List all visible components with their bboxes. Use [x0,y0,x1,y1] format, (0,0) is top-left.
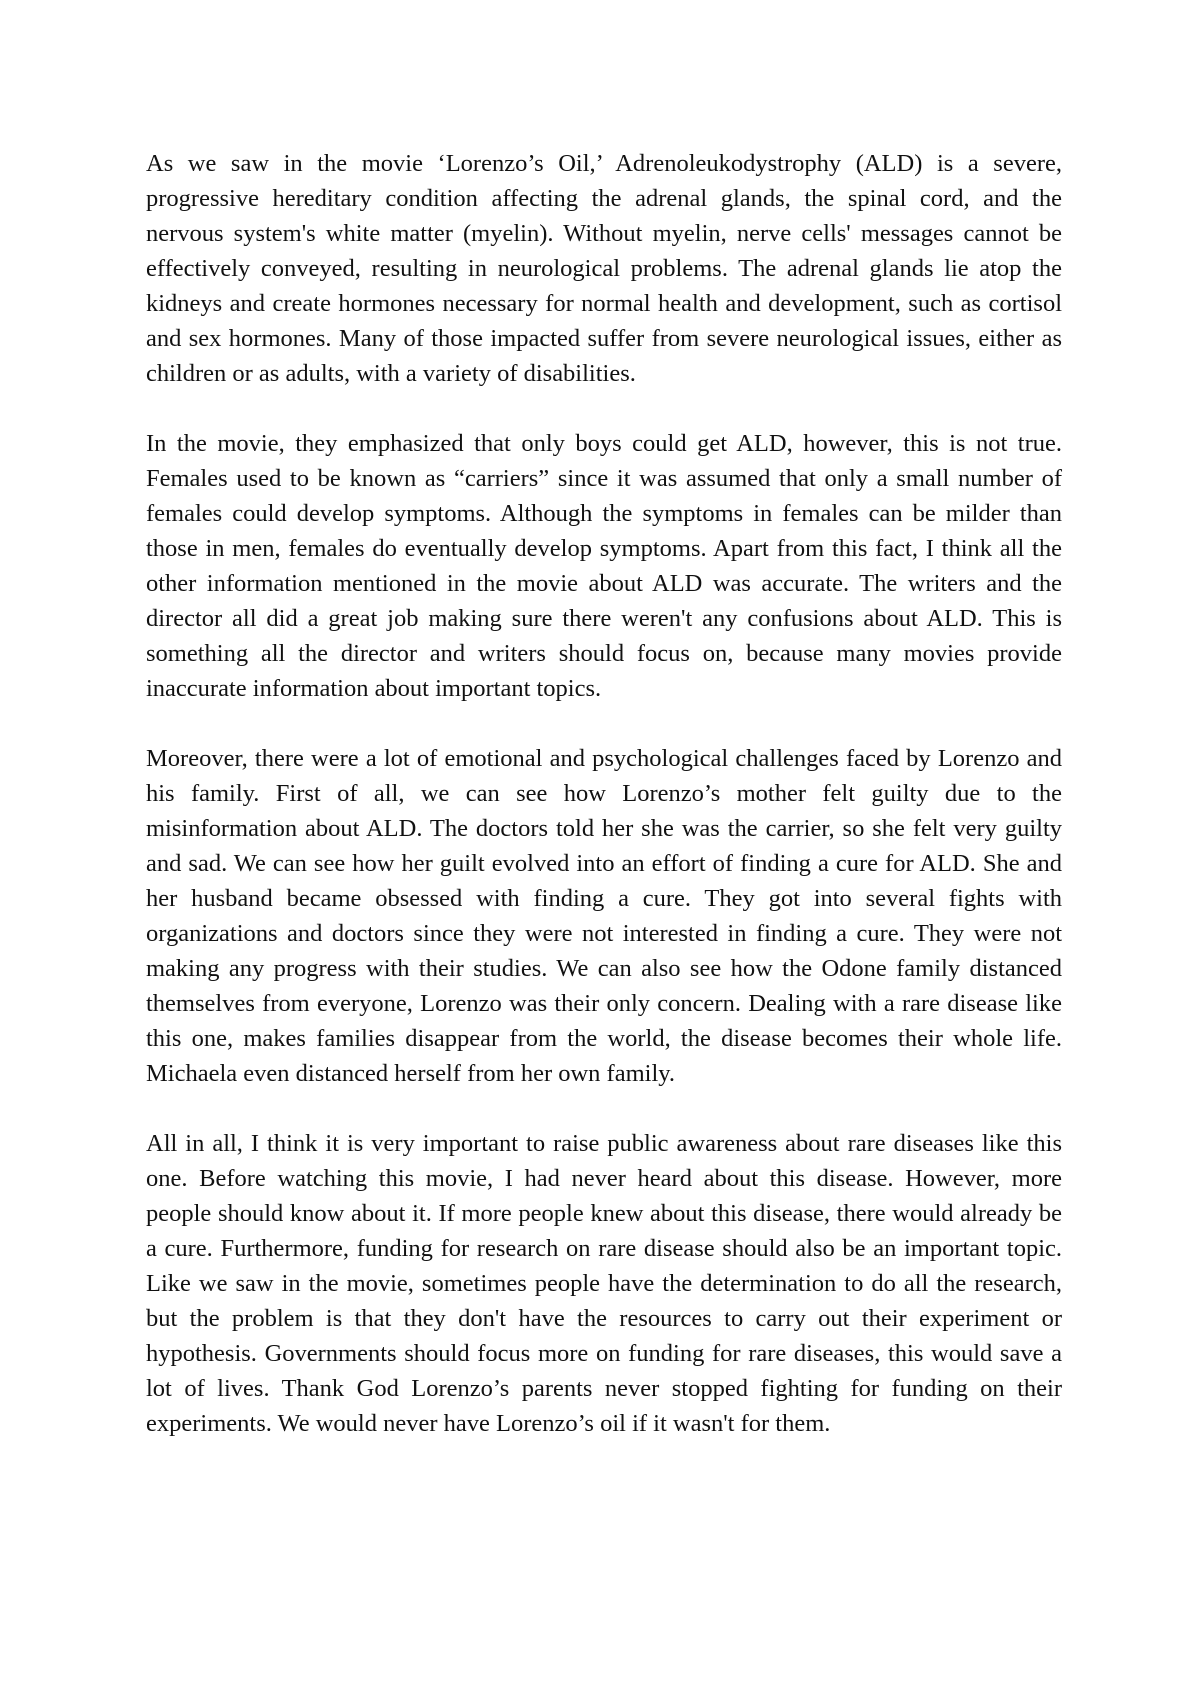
paragraph-2: In the movie, they emphasized that only boys could get ALD, however, this is not true. Females used to be known as “carriers” since it was assumed that only a small number of females could develop symptoms. Although the symptoms in females can be milder than those in men, females do eventually develop symptoms. Apart from this fact, I think all the other information mentioned in the movie about ALD was accurate. The writers and the director all did a great job making sure there weren't any confusions about ALD. This is something all the director and writers should focus on, because many movies provide inaccurate information about important topics. [146,430,1062,702]
paragraph-4: All in all, I think it is very important to raise public awareness about rare diseases like this one. Before watching this movie, I had never heard about this disease. However, more people should know about it. If more people knew about this disease, there would already be a cure. Furthermore, funding for research on rare disease should also be an important topic. Like we saw in the movie, sometimes people have the determination to do all the research, but the problem is that they don't have the resources to carry out their experiment or hypothesis. Governments should focus more on funding for rare diseases, this would save a lot of lives. Thank God Lorenzo’s parents never stopped fighting for funding on their experiments. We would never have Lorenzo’s oil if it wasn't for them. [146,1130,1062,1437]
paragraph-3: Moreover, there were a lot of emotional and psychological challenges faced by Lorenzo and his family. First of all, we can see how Lorenzo’s mother felt guilty due to the misinformation about ALD. The doctors told her she was the carrier, so she felt very guilty and sad. We can see how her guilt evolved into an effort of finding a cure for ALD. She and her husband became obsessed with finding a cure. They got into several fights with organizations and doctors since they were not interested in finding a cure. They were not making any progress with their studies. We can also see how the Odone family distanced themselves from everyone, Lorenzo was their only concern. Dealing with a rare disease like this one, makes families disappear from the world, the disease becomes their whole life. Michaela even distanced herself from her own family. [146,745,1062,1087]
paragraph-1: As we saw in the movie ‘Lorenzo’s Oil,’ Adrenoleukodystrophy (ALD) is a severe, progressive hereditary condition affecting the adrenal glands, the spinal cord, and the nervous system's white matter (myelin). Without myelin, nerve cells' messages cannot be effectively conveyed, resulting in neurological problems. The adrenal glands lie atop the kidneys and create hormones necessary for normal health and development, such as cortisol and sex hormones. Many of those impacted suffer from severe neurological issues, either as children or as adults, with a variety of disabilities. [146,150,1062,387]
document-body [146,146,1062,1476]
